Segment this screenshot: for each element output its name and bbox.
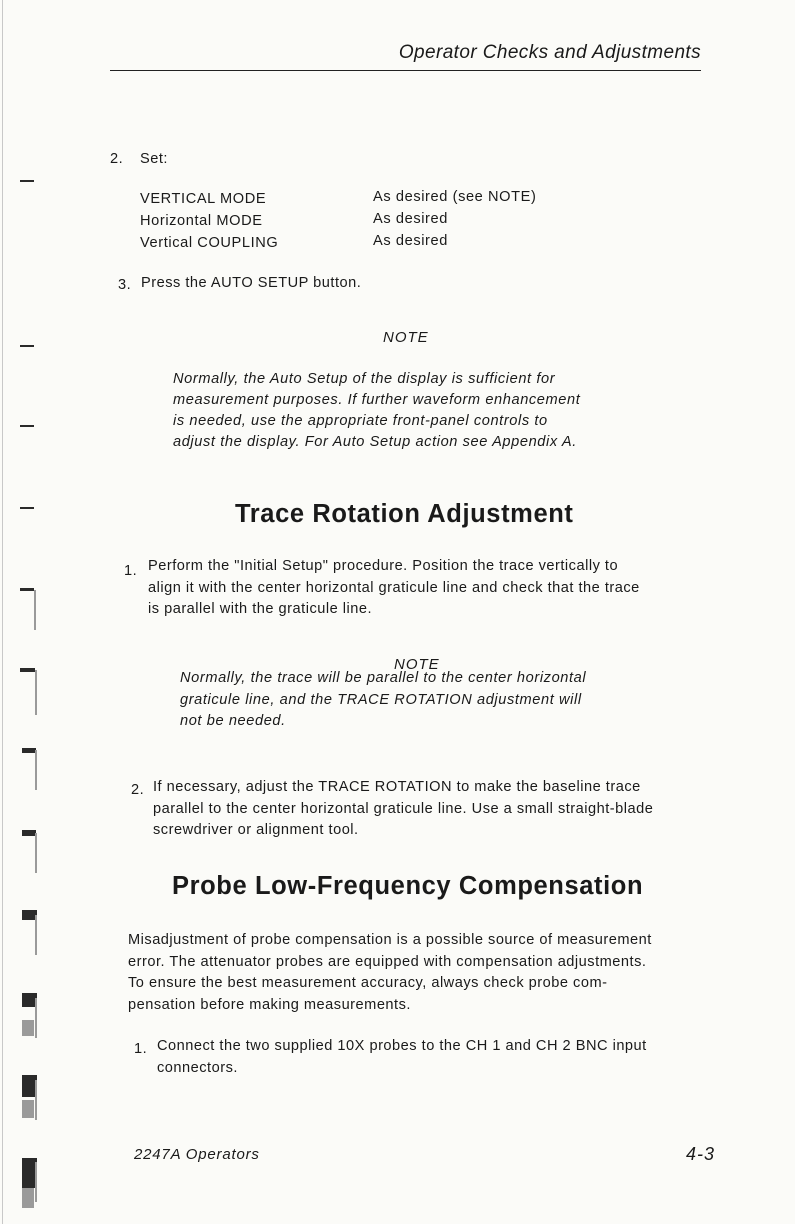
text-line: connectors. — [157, 1059, 238, 1076]
setting-name: Horizontal MODE — [140, 213, 263, 229]
setting-value: As desired — [373, 233, 448, 249]
setting-name: VERTICAL MODE — [140, 191, 267, 207]
step-set-number: 2. — [110, 151, 124, 167]
probe-step1-number: 1. — [134, 1041, 148, 1057]
text-line: Misadjustment of probe compensation is a possible source of measurement — [128, 932, 652, 948]
trace-step2-text — [153, 777, 723, 842]
note-line: Normally, the Auto Setup of the display is sufficient for — [173, 371, 556, 387]
setting-value: As desired (see NOTE) — [373, 189, 537, 205]
trace-step2-number: 2. — [131, 782, 145, 798]
note-body — [180, 668, 670, 733]
page-header — [110, 40, 701, 71]
note-line: is needed, use the appropriate front-panel controls to — [173, 413, 548, 429]
footer-page-number: 4-3 — [686, 1144, 716, 1164]
text-line: parallel to the center horizontal graticule line. Use a small straight-blade — [153, 800, 654, 817]
text-line: screwdriver or alignment tool. — [153, 822, 359, 838]
note-line: adjust the display. For Auto Setup action see Appendix A. — [173, 434, 577, 450]
settings-names — [140, 188, 278, 254]
probe-paragraph — [128, 930, 728, 1016]
note-line: measurement purposes. If further waveform enhancement — [173, 392, 581, 408]
text-line: If necessary, adjust the TRACE ROTATION to make the baseline trace — [153, 779, 641, 795]
settings-values — [373, 186, 536, 252]
text-line: To ensure the best measurement accuracy, always check probe com- — [128, 975, 608, 991]
step-press-text: Press the AUTO SETUP button. — [141, 275, 362, 291]
text-line: pensation before making measurements. — [128, 996, 411, 1013]
text-line: Perform the "Initial Setup" procedure. Position the trace vertically to — [148, 558, 619, 574]
setting-name: Vertical COUPLING — [140, 235, 279, 251]
probe-step1-text — [157, 1036, 727, 1079]
step-press-number: 3. — [118, 277, 132, 293]
setting-value: As desired — [373, 211, 448, 227]
note-label: NOTE — [383, 329, 429, 346]
note-line: graticule line, and the TRACE ROTATION adjustment will — [180, 691, 582, 708]
binding-edge — [0, 0, 45, 1224]
text-line: is parallel with the graticule line. — [148, 601, 373, 617]
note-line: Normally, the trace will be parallel to the center horizontal — [180, 670, 587, 686]
text-line: Connect the two supplied 10X probes to the CH 1 and CH 2 BNC input — [157, 1038, 647, 1054]
note-label: NOTE — [394, 656, 440, 673]
text-line: error. The attenuator probes are equipped with compensation adjustments. — [128, 953, 647, 970]
note-body — [173, 369, 663, 453]
step-set-label: Set: — [140, 151, 168, 167]
footer-manual-title: 2247A Operators — [134, 1146, 260, 1163]
text-line: align it with the center horizontal graticule line and check that the trace — [148, 579, 640, 596]
trace-step1-number: 1. — [124, 563, 138, 579]
note-line: not be needed. — [180, 713, 286, 729]
header-title: Operator Checks and Adjustments — [398, 42, 701, 63]
trace-step1-text — [148, 556, 718, 621]
section-heading-probe-compensation: Probe Low-Frequency Compensation — [172, 872, 644, 900]
section-heading-trace-rotation: Trace Rotation Adjustment — [235, 500, 574, 528]
